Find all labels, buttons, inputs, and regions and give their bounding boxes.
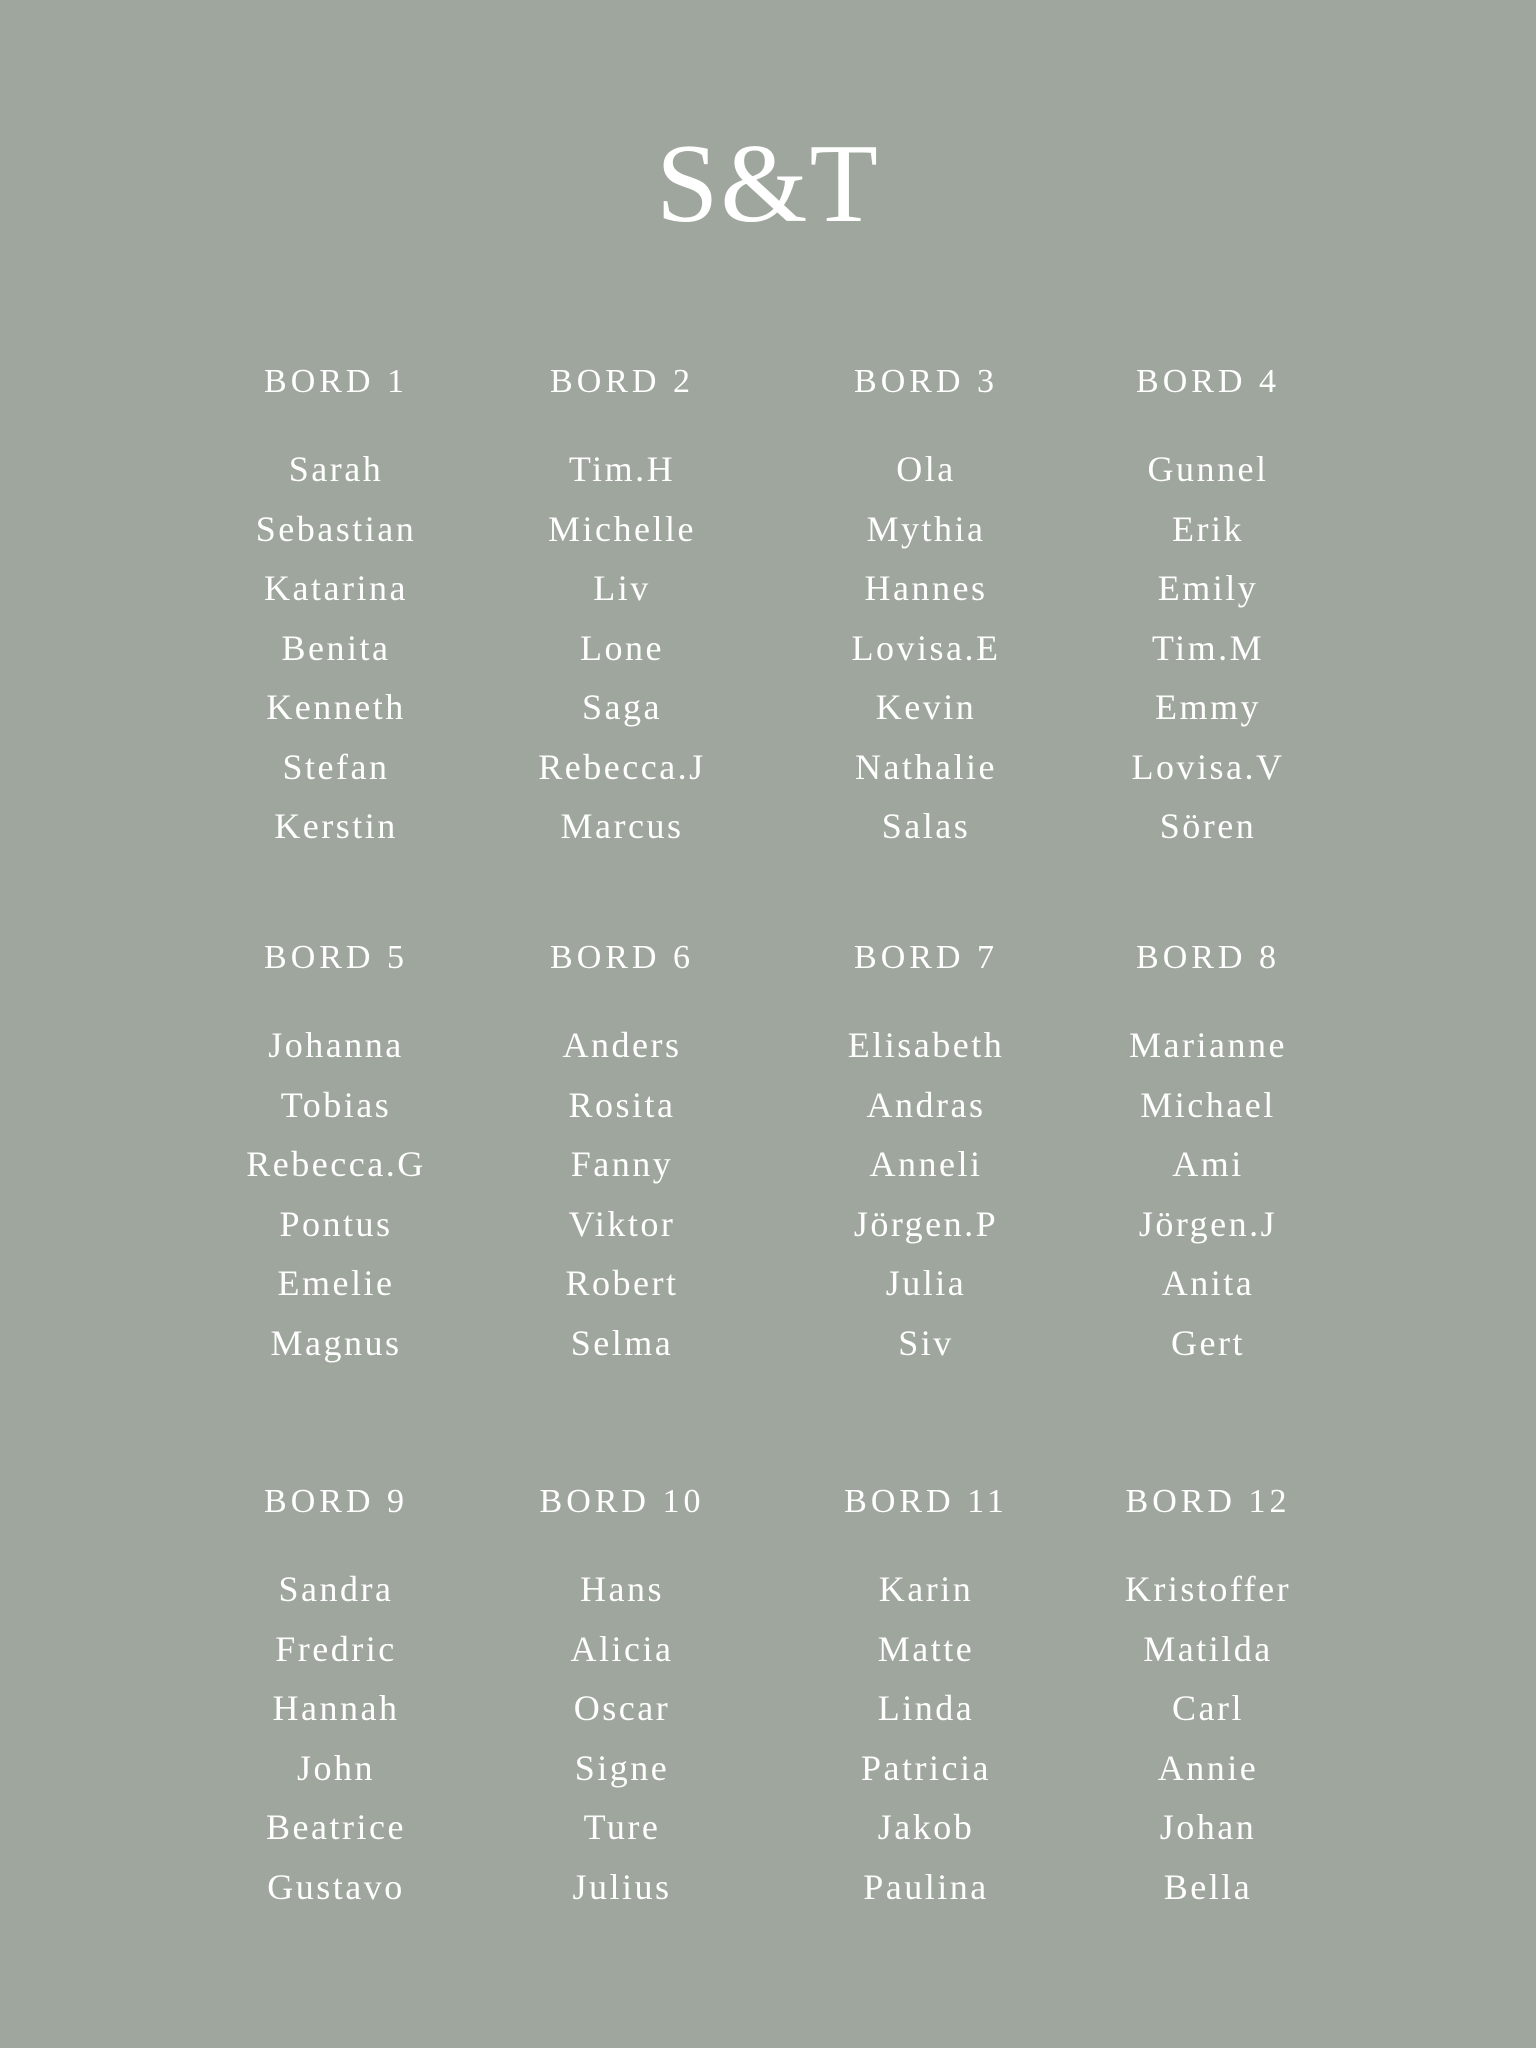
guest-name: Benita <box>281 627 391 668</box>
guest-name: Oscar <box>573 1688 671 1728</box>
guest-name: Marianne <box>1129 1025 1287 1065</box>
guest-name: Anders <box>562 1025 682 1065</box>
guest-name: Julia <box>885 1263 967 1303</box>
table-bord-11 <box>796 1482 1056 1917</box>
table-bord-6 <box>492 938 752 1373</box>
guest-name: Gert <box>1171 1322 1245 1363</box>
guest-name: Salas <box>881 806 971 846</box>
guest-name: Hannah <box>272 1688 400 1728</box>
table-title: BORD 3 <box>854 363 998 400</box>
guest-name: Johan <box>1159 1807 1257 1847</box>
guest-name: Marcus <box>560 806 684 846</box>
guest-name: Ami <box>1172 1144 1244 1184</box>
guest-name: Rosita <box>568 1084 676 1125</box>
guest-name: Beatrice <box>266 1807 406 1847</box>
guest-name: Matilda <box>1143 1628 1273 1669</box>
table-title: BORD 6 <box>550 939 694 976</box>
guest-list <box>796 440 1056 857</box>
guest-list <box>206 1016 466 1373</box>
guest-name: Michael <box>1140 1084 1276 1125</box>
guest-name: Julius <box>572 1866 672 1907</box>
guest-name: Saga <box>582 687 662 727</box>
guest-name: Lovisa.E <box>851 627 1001 668</box>
table-bord-3 <box>796 362 1056 857</box>
guest-name: Sandra <box>278 1569 394 1609</box>
guest-name: Alicia <box>570 1628 674 1669</box>
guest-name: Tim.H <box>568 449 676 489</box>
guest-name: Magnus <box>270 1322 402 1363</box>
guest-name: Signe <box>574 1747 670 1788</box>
table-title: BORD 5 <box>264 939 408 976</box>
guest-name: Siv <box>898 1322 954 1363</box>
guest-name: Emmy <box>1155 687 1261 727</box>
table-title: BORD 11 <box>844 1483 1008 1520</box>
guest-name: Nathalie <box>855 746 997 787</box>
guest-name: Liv <box>593 568 651 608</box>
guest-name: Viktor <box>568 1203 676 1244</box>
guest-name: Annie <box>1157 1747 1259 1788</box>
guest-name: Elisabeth <box>847 1025 1005 1065</box>
guest-name: Sebastian <box>255 508 417 549</box>
table-bord-12 <box>1078 1482 1338 1917</box>
guest-name: Tobias <box>280 1084 392 1125</box>
guest-name: Michelle <box>548 508 696 549</box>
guest-name: Emelie <box>277 1263 395 1303</box>
table-bord-1 <box>206 362 466 857</box>
table-bord-4 <box>1078 362 1338 857</box>
guest-list <box>1078 440 1338 857</box>
guest-name: Kenneth <box>266 687 406 727</box>
guest-list <box>796 1016 1056 1373</box>
table-title: BORD 8 <box>1136 939 1280 976</box>
guest-name: Kerstin <box>274 806 398 846</box>
guest-name: Anita <box>1161 1263 1255 1303</box>
guest-name: Gunnel <box>1147 449 1269 489</box>
guest-name: Erik <box>1172 508 1244 549</box>
guest-name: Emily <box>1157 568 1259 608</box>
guest-name: Hans <box>580 1569 664 1609</box>
table-title: BORD 12 <box>1125 1483 1291 1520</box>
guest-name: Robert <box>565 1263 679 1303</box>
guest-name: Lone <box>580 627 664 668</box>
table-title: BORD 1 <box>264 363 408 400</box>
table-bord-10 <box>492 1482 752 1917</box>
guest-name: Fanny <box>570 1144 674 1184</box>
guest-name: Katarina <box>264 568 408 608</box>
guest-name: Jörgen.P <box>853 1203 999 1244</box>
guest-name: John <box>296 1747 375 1788</box>
guest-name: Lovisa.V <box>1131 746 1285 787</box>
table-title: BORD 4 <box>1136 363 1280 400</box>
guest-name: Pontus <box>279 1203 393 1244</box>
table-bord-5 <box>206 938 466 1373</box>
guest-list <box>1078 1016 1338 1373</box>
guest-list <box>1078 1560 1338 1917</box>
guest-name: Tim.M <box>1151 627 1265 668</box>
guest-name: Matte <box>877 1628 975 1669</box>
guest-name: Jakob <box>877 1807 975 1847</box>
table-title: BORD 10 <box>539 1483 705 1520</box>
guest-name: Jörgen.J <box>1138 1203 1278 1244</box>
guest-name: Sarah <box>288 449 384 489</box>
guest-name: Paulina <box>863 1866 989 1907</box>
guest-name: Mythia <box>866 508 986 549</box>
guest-name: Sören <box>1159 806 1257 846</box>
guest-name: Patricia <box>861 1747 991 1788</box>
guest-name: Andras <box>866 1084 986 1125</box>
guest-name: Selma <box>570 1322 674 1363</box>
table-bord-9 <box>206 1482 466 1917</box>
guest-name: Ola <box>896 449 956 489</box>
guest-list <box>206 440 466 857</box>
guest-list <box>206 1560 466 1917</box>
guest-name: Ture <box>583 1807 661 1847</box>
guest-list <box>492 440 752 857</box>
guest-name: Carl <box>1172 1688 1244 1728</box>
table-bord-8 <box>1078 938 1338 1373</box>
guest-list <box>492 1560 752 1917</box>
guest-name: Rebecca.G <box>246 1144 426 1184</box>
guest-name: Johanna <box>268 1025 404 1065</box>
table-title: BORD 2 <box>550 363 694 400</box>
table-title: BORD 9 <box>264 1483 408 1520</box>
guest-name: Fredric <box>275 1628 397 1669</box>
table-title: BORD 7 <box>854 939 998 976</box>
table-bord-2 <box>492 362 752 857</box>
guest-name: Bella <box>1163 1866 1253 1907</box>
guest-list <box>492 1016 752 1373</box>
guest-name: Gustavo <box>267 1866 405 1907</box>
table-bord-7 <box>796 938 1056 1373</box>
guest-name: Linda <box>877 1688 975 1728</box>
guest-list <box>796 1560 1056 1917</box>
guest-name: Kevin <box>875 687 977 727</box>
guest-name: Hannes <box>864 568 988 608</box>
guest-name: Rebecca.J <box>538 746 706 787</box>
guest-name: Anneli <box>869 1144 983 1184</box>
guest-name: Stefan <box>282 746 390 787</box>
guest-name: Kristoffer <box>1124 1569 1292 1609</box>
guest-name: Karin <box>878 1569 974 1609</box>
monogram-title: S&T <box>656 122 880 246</box>
